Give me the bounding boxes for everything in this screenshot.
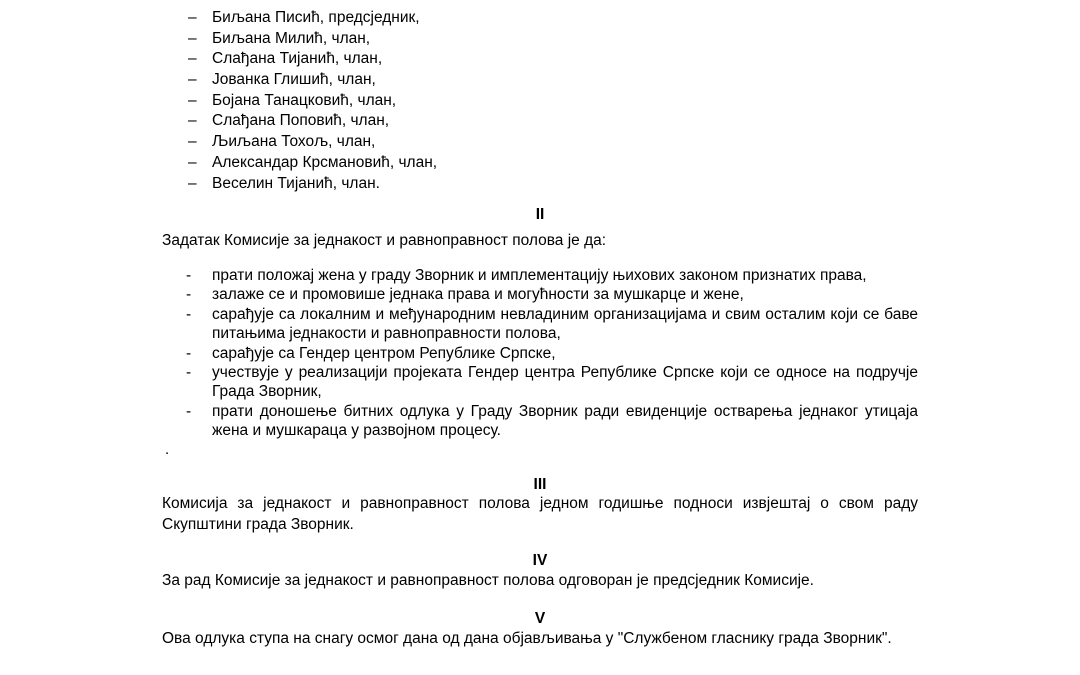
dash-bullet: – <box>188 91 197 109</box>
member-item <box>188 70 437 91</box>
member-text: Слађана Поповић, члан, <box>212 112 390 130</box>
member-text: Александар Крсмановић, члан, <box>212 153 438 171</box>
member-text: Биљана Писић, предсједник, <box>212 9 420 26</box>
dash-bullet: - <box>186 267 192 284</box>
section-iv-text: За рад Комисије за једнакост и равноправност полова одговоран је предсједник Комисије. <box>162 572 814 589</box>
task-text: сарађује са Гендер центром Републике Српске, <box>212 344 556 362</box>
task-text: залаже се и промовише једнака права и могућности за мушкарце и жене, <box>212 286 744 304</box>
dash-bullet: – <box>188 29 197 47</box>
section-number-v: V <box>534 610 546 627</box>
member-text: Биљана Милић, члан, <box>212 29 371 47</box>
task-text: прати положај жена у граду Зворник и имплементацију њихових законом признатих права, <box>212 267 867 284</box>
task-item <box>186 344 918 363</box>
member-item <box>188 29 437 50</box>
task-item <box>186 402 918 441</box>
dash-bullet: - <box>186 286 192 304</box>
task-item <box>186 363 918 402</box>
member-item <box>188 49 437 70</box>
dash-bullet: - <box>186 344 192 362</box>
task-text: прати доношење битних одлука у Граду Зворник ради евиденције остварења једнаког утицаја жена и мушкараца у развојном процесу. <box>212 402 918 440</box>
member-text: Слађана Тијанић, члан, <box>212 50 383 68</box>
member-text: Јованка Глишић, члан, <box>212 71 376 89</box>
task-item <box>186 285 918 304</box>
dash-bullet: - <box>186 364 192 382</box>
member-item <box>188 8 437 29</box>
dash-bullet: – <box>188 50 197 68</box>
dash-bullet: – <box>188 174 197 192</box>
trailing-dot: . <box>165 441 170 458</box>
task-item <box>186 266 918 285</box>
section-ii-intro: Задатак Комисије за једнакост и равноправност полова је да: <box>162 232 607 249</box>
section-v-text: Ова одлука ступа на снагу осмог дана од дана објављивања у "Службеном гласнику града Зворник". <box>162 630 892 647</box>
section-number-ii: II <box>535 206 545 223</box>
dash-bullet: - <box>186 402 192 420</box>
dash-bullet: – <box>188 133 197 151</box>
task-text: учествује у реализацији пројеката Гендер центра Републике Српске који се односе на подручје Града Зворник, <box>212 364 918 401</box>
member-item <box>188 132 437 153</box>
section-iii-text: Комисија за једнакост и равноправност полова једном годишње подноси извјештај о свом раду Скупштини града Зворник. <box>162 495 918 533</box>
section-number-iv: IV <box>532 552 548 569</box>
member-item <box>188 153 437 174</box>
member-text: Љиљана Тохољ, члан, <box>212 133 376 151</box>
task-text: сарађује са локалним и међународним невладиним организацијама и свим осталим који се баве питањима једнакости и равноправности полова, <box>212 305 918 343</box>
member-item <box>188 111 437 132</box>
member-text: Веселин Тијанић, члан. <box>212 174 380 192</box>
member-item <box>188 174 437 195</box>
task-item <box>186 305 918 344</box>
dash-bullet: – <box>188 112 197 130</box>
dash-bullet: – <box>188 9 197 26</box>
dash-bullet: - <box>186 305 192 323</box>
dash-bullet: – <box>188 71 197 89</box>
member-item <box>188 91 437 112</box>
dash-bullet: – <box>188 153 197 171</box>
commission-members-list <box>188 8 437 194</box>
member-text: Бојана Танацковић, члан, <box>212 91 397 109</box>
section-number-iii: III <box>533 476 547 493</box>
commission-tasks-list <box>186 266 918 441</box>
